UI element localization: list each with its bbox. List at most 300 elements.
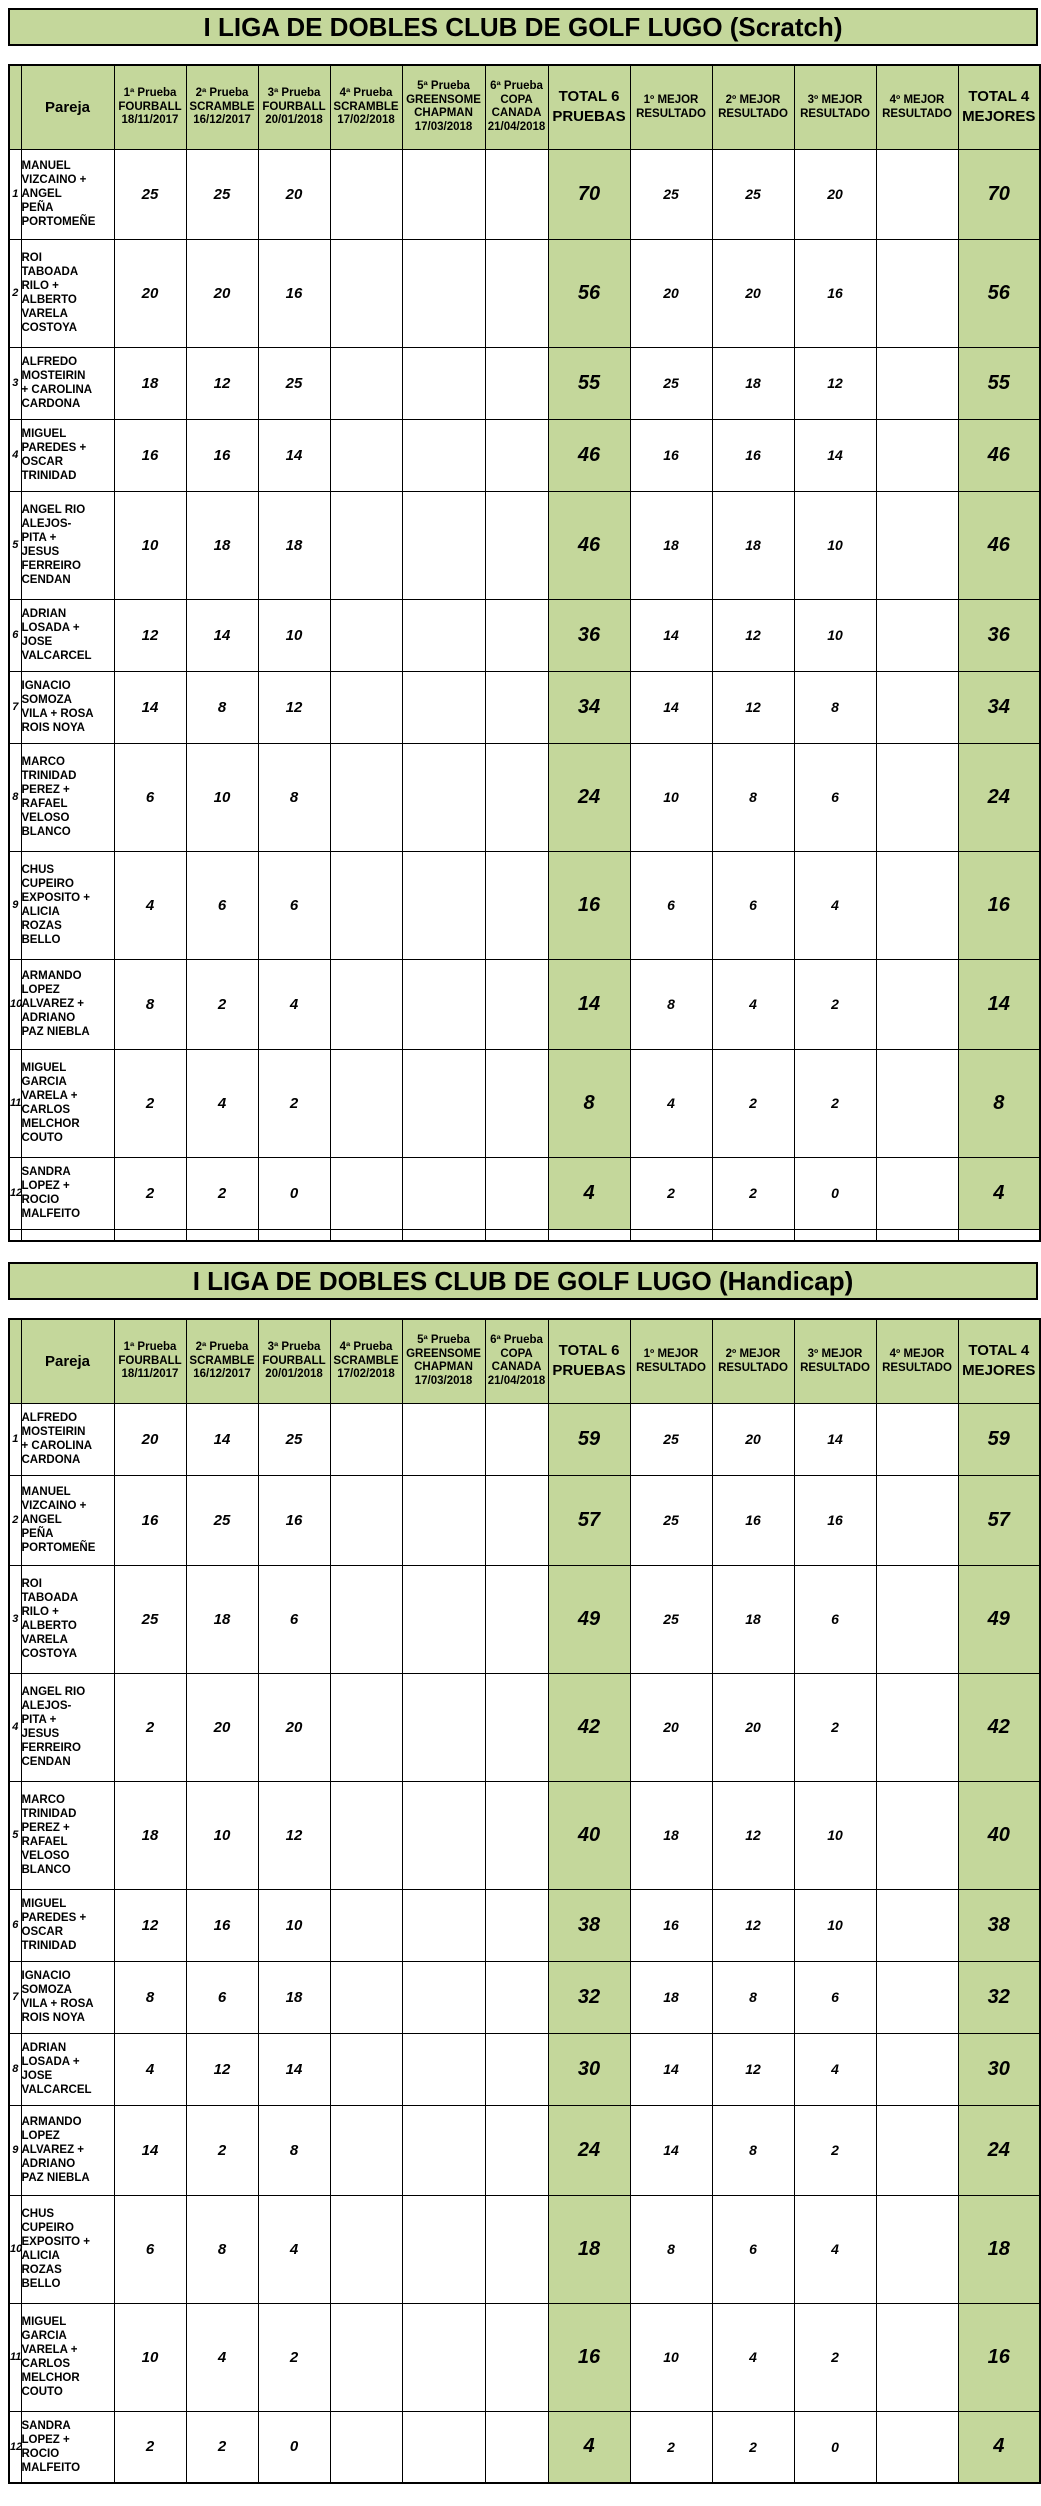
pair-name-line: MOSTEIRIN <box>21 1426 86 1438</box>
pair-name-line: MARCO <box>21 756 65 768</box>
pair-name-line: VARELA <box>21 308 68 320</box>
pair-name-line: VIZCAINO + <box>21 1500 87 1512</box>
pair-name-line: LOPEZ <box>21 2130 60 2142</box>
pair-name-line: BLANCO <box>21 826 71 838</box>
header-prueba-line: 2ª Prueba <box>195 87 249 99</box>
header-prueba-6 <box>485 1319 548 1403</box>
best-result-cell-3: 6 <box>794 1961 876 2033</box>
score-cell-prueba-3: 10 <box>258 599 330 671</box>
pair-name-line: CENDAN <box>21 1756 71 1768</box>
table-row <box>9 1049 1040 1157</box>
total-6-cell: 42 <box>548 1673 630 1781</box>
score-cell-prueba-3: 12 <box>258 671 330 743</box>
best-result-cell-1: 25 <box>630 149 712 239</box>
total-4-cell: 4 <box>958 1157 1040 1229</box>
pair-name-line: TABOADA <box>21 1592 79 1604</box>
pair-name-line: ROCIO <box>21 2447 60 2460</box>
scratch-title: I LIGA DE DOBLES CLUB DE GOLF LUGO (Scratch) <box>8 8 1038 46</box>
score-cell-prueba-5 <box>402 743 485 851</box>
pair-name-line: COUTO <box>21 1132 63 1144</box>
header-total-line: PRUEBAS <box>552 108 626 126</box>
pair-names-cell <box>21 1673 114 1781</box>
pair-name-line: MANUEL <box>21 1486 71 1498</box>
header-mejor-line: RESULTADO <box>636 108 706 121</box>
score-cell-prueba-4 <box>330 2303 402 2411</box>
header-mejor-line: 4º MEJOR <box>889 94 945 107</box>
total-4-cell: 4 <box>958 2411 1040 2483</box>
total-6-cell: 18 <box>548 2195 630 2303</box>
header-prueba-line: 21/04/2018 <box>487 1374 546 1387</box>
pair-name-line: PAZ NIEBLA <box>21 1026 90 1038</box>
table-row <box>9 599 1040 671</box>
score-cell-prueba-4 <box>330 149 402 239</box>
best-result-cell-3: 4 <box>794 2195 876 2303</box>
score-cell-prueba-2: 18 <box>186 1565 258 1673</box>
best-result-cell-2: 18 <box>712 347 794 419</box>
best-result-cell-2: 12 <box>712 1781 794 1889</box>
pair-name-line: EXPOSITO + <box>21 892 90 904</box>
pair-name-line: FERREIRO <box>21 560 81 572</box>
score-cell-prueba-2: 2 <box>186 2105 258 2195</box>
best-result-cell-3: 14 <box>794 419 876 491</box>
score-cell-prueba-4 <box>330 1961 402 2033</box>
header-prueba-line: 1ª Prueba <box>123 1341 177 1353</box>
pair-name-line: ROCIO <box>21 1194 60 1206</box>
empty-cell <box>485 1229 548 1241</box>
total-6-cell: 55 <box>548 347 630 419</box>
pair-name-line: ADRIAN <box>21 2042 67 2054</box>
total-6-cell: 34 <box>548 671 630 743</box>
score-cell-prueba-1: 2 <box>114 1049 186 1157</box>
best-result-cell-4 <box>876 1673 958 1781</box>
total-6-cell: 24 <box>548 743 630 851</box>
header-mejor-line: 2º MEJOR <box>725 94 781 107</box>
score-cell-prueba-3: 14 <box>258 419 330 491</box>
rank-cell: 12 <box>9 2411 21 2483</box>
pair-name-line: ROZAS <box>21 2264 62 2276</box>
header-mejor-line: 1º MEJOR <box>643 1348 699 1361</box>
total-6-cell: 57 <box>548 1475 630 1565</box>
pair-name-line: LOSADA + <box>21 2056 80 2068</box>
header-mejor-2 <box>712 1319 794 1403</box>
header-prueba-line: GREENSOME <box>406 1347 481 1360</box>
table-row <box>9 1157 1040 1229</box>
score-cell-prueba-2: 2 <box>186 959 258 1049</box>
table-row <box>9 2411 1040 2483</box>
best-result-cell-3: 10 <box>794 1889 876 1961</box>
rank-cell: 7 <box>9 671 21 743</box>
header-prueba-line: FOURBALL <box>262 1354 326 1367</box>
pair-names-cell <box>21 2033 114 2105</box>
score-cell-prueba-6 <box>485 599 548 671</box>
pair-name-line: PEREZ + <box>21 1822 70 1834</box>
pair-name-line: MIGUEL <box>21 2316 67 2328</box>
score-cell-prueba-1: 2 <box>114 1673 186 1781</box>
rank-cell: 9 <box>9 2105 21 2195</box>
header-total-line: TOTAL 6 <box>558 1342 620 1360</box>
score-cell-prueba-1: 12 <box>114 1889 186 1961</box>
pair-name-line: ALBERTO <box>21 1620 77 1632</box>
best-result-cell-1: 25 <box>630 1403 712 1475</box>
pair-name-line: RILO + <box>21 1606 59 1618</box>
total-4-cell: 24 <box>958 2105 1040 2195</box>
score-cell-prueba-4 <box>330 1475 402 1565</box>
score-cell-prueba-4 <box>330 851 402 959</box>
score-cell-prueba-6 <box>485 149 548 239</box>
score-cell-prueba-3: 12 <box>258 1781 330 1889</box>
best-result-cell-1: 16 <box>630 419 712 491</box>
empty-cell <box>794 1229 876 1241</box>
empty-cell <box>712 1229 794 1241</box>
pair-name-line: MARCO <box>21 1794 65 1806</box>
header-prueba-line: 17/02/2018 <box>337 114 395 126</box>
score-cell-prueba-6 <box>485 2411 548 2483</box>
total-6-cell: 49 <box>548 1565 630 1673</box>
rank-cell: 6 <box>9 1889 21 1961</box>
header-mejor-4 <box>876 1319 958 1403</box>
pair-name-line: CARLOS <box>21 2358 71 2370</box>
pair-name-line: ANGEL <box>21 188 62 200</box>
score-cell-prueba-5 <box>402 491 485 599</box>
pair-name-line: CENDAN <box>21 574 71 586</box>
score-cell-prueba-3: 8 <box>258 743 330 851</box>
best-result-cell-4 <box>876 239 958 347</box>
score-cell-prueba-1: 4 <box>114 851 186 959</box>
total-4-cell: 49 <box>958 1565 1040 1673</box>
pair-name-line: FERREIRO <box>21 1742 81 1754</box>
best-result-cell-1: 18 <box>630 491 712 599</box>
header-prueba-line: CANADA <box>491 107 542 120</box>
score-cell-prueba-2: 6 <box>186 851 258 959</box>
total-4-cell: 8 <box>958 1049 1040 1157</box>
pair-name-line: CARDONA <box>21 1454 81 1466</box>
score-cell-prueba-6 <box>485 1475 548 1565</box>
pair-name-line: PEÑA <box>21 1528 54 1540</box>
score-cell-prueba-2: 10 <box>186 1781 258 1889</box>
best-result-cell-3: 12 <box>794 347 876 419</box>
header-prueba-1 <box>114 65 186 149</box>
total-6-cell: 56 <box>548 239 630 347</box>
pair-name-line: ROIS NOYA <box>21 2012 85 2024</box>
total-4-cell: 46 <box>958 491 1040 599</box>
best-result-cell-4 <box>876 1961 958 2033</box>
rank-cell: 4 <box>9 419 21 491</box>
pair-name-line: RAFAEL <box>21 1836 68 1848</box>
best-result-cell-4 <box>876 671 958 743</box>
pair-name-line: OSCAR <box>21 456 64 468</box>
rank-cell: 1 <box>9 149 21 239</box>
score-cell-prueba-5 <box>402 851 485 959</box>
best-result-cell-1: 14 <box>630 2105 712 2195</box>
spacer-row <box>9 1229 1040 1241</box>
pair-name-line: SOMOZA <box>21 694 72 706</box>
pair-name-line: PEÑA <box>21 202 54 214</box>
best-result-cell-1: 14 <box>630 2033 712 2105</box>
score-cell-prueba-1: 10 <box>114 491 186 599</box>
table-row <box>9 491 1040 599</box>
total-4-cell: 70 <box>958 149 1040 239</box>
table-row <box>9 1781 1040 1889</box>
pair-name-line: COSTOYA <box>21 1648 78 1660</box>
header-prueba-line: 3ª Prueba <box>267 87 321 99</box>
score-cell-prueba-3: 2 <box>258 1049 330 1157</box>
pair-name-line: PITA + <box>21 1714 57 1726</box>
header-prueba-line: 17/02/2018 <box>337 1368 395 1380</box>
rank-cell: 9 <box>9 851 21 959</box>
pair-name-line: ROIS NOYA <box>21 722 85 734</box>
best-result-cell-4 <box>876 149 958 239</box>
header-prueba-5 <box>402 65 485 149</box>
best-result-cell-2: 20 <box>712 239 794 347</box>
best-result-cell-2: 2 <box>712 2411 794 2483</box>
best-result-cell-3: 16 <box>794 1475 876 1565</box>
score-cell-prueba-1: 10 <box>114 2303 186 2411</box>
pair-name-line: VALCARCEL <box>21 2084 92 2096</box>
pair-names-cell <box>21 959 114 1049</box>
best-result-cell-1: 10 <box>630 743 712 851</box>
best-result-cell-1: 2 <box>630 2411 712 2483</box>
score-cell-prueba-1: 6 <box>114 2195 186 2303</box>
table-row <box>9 1565 1040 1673</box>
pair-name-line: SANDRA <box>21 2419 71 2432</box>
empty-cell <box>958 1229 1040 1241</box>
pair-name-line: ROI <box>21 252 42 264</box>
pair-name-line: JESUS <box>21 546 60 558</box>
header-prueba-5 <box>402 1319 485 1403</box>
pair-names-cell <box>21 599 114 671</box>
pair-name-line: JESUS <box>21 1728 60 1740</box>
score-cell-prueba-5 <box>402 2033 485 2105</box>
score-cell-prueba-4 <box>330 1049 402 1157</box>
score-cell-prueba-4 <box>330 671 402 743</box>
pair-name-line: CARLOS <box>21 1104 71 1116</box>
best-result-cell-1: 18 <box>630 1781 712 1889</box>
header-mejor-1 <box>630 1319 712 1403</box>
score-cell-prueba-2: 2 <box>186 2411 258 2483</box>
best-result-cell-1: 25 <box>630 1475 712 1565</box>
score-cell-prueba-2: 14 <box>186 599 258 671</box>
table-row <box>9 743 1040 851</box>
score-cell-prueba-1: 8 <box>114 959 186 1049</box>
pair-name-line: MIGUEL <box>21 428 67 440</box>
total-4-cell: 55 <box>958 347 1040 419</box>
rank-cell: 4 <box>9 1673 21 1781</box>
header-prueba-3 <box>258 65 330 149</box>
best-result-cell-3: 2 <box>794 959 876 1049</box>
total-4-cell: 59 <box>958 1403 1040 1475</box>
header-mejor-line: RESULTADO <box>718 108 788 121</box>
score-cell-prueba-4 <box>330 1781 402 1889</box>
score-cell-prueba-1: 20 <box>114 1403 186 1475</box>
total-4-cell: 56 <box>958 239 1040 347</box>
pair-name-line: ALFREDO <box>21 356 78 368</box>
score-cell-prueba-1: 18 <box>114 347 186 419</box>
best-result-cell-2: 25 <box>712 149 794 239</box>
score-cell-prueba-3: 4 <box>258 2195 330 2303</box>
best-result-cell-4 <box>876 1157 958 1229</box>
score-cell-prueba-5 <box>402 2195 485 2303</box>
best-result-cell-2: 12 <box>712 1889 794 1961</box>
score-cell-prueba-2: 8 <box>186 2195 258 2303</box>
best-result-cell-2: 2 <box>712 1049 794 1157</box>
best-result-cell-3: 14 <box>794 1403 876 1475</box>
rank-cell: 5 <box>9 491 21 599</box>
pair-names-cell <box>21 419 114 491</box>
total-6-cell: 32 <box>548 1961 630 2033</box>
best-result-cell-2: 16 <box>712 419 794 491</box>
header-prueba-4 <box>330 1319 402 1403</box>
best-result-cell-2: 8 <box>712 1961 794 2033</box>
score-cell-prueba-4 <box>330 1673 402 1781</box>
best-result-cell-3: 20 <box>794 149 876 239</box>
pair-name-line: TRINIDAD <box>21 770 77 782</box>
best-result-cell-3: 16 <box>794 239 876 347</box>
score-cell-prueba-3: 16 <box>258 1475 330 1565</box>
total-6-cell: 4 <box>548 2411 630 2483</box>
score-cell-prueba-2: 4 <box>186 1049 258 1157</box>
pair-name-line: VALCARCEL <box>21 650 92 662</box>
score-cell-prueba-2: 16 <box>186 419 258 491</box>
score-cell-prueba-5 <box>402 239 485 347</box>
header-prueba-line: FOURBALL <box>262 100 326 113</box>
score-cell-prueba-2: 25 <box>186 149 258 239</box>
score-cell-prueba-2: 8 <box>186 671 258 743</box>
pair-name-line: ALBERTO <box>21 294 77 306</box>
rank-cell: 5 <box>9 1781 21 1889</box>
pair-name-line: ADRIANO <box>21 1012 76 1024</box>
score-cell-prueba-2: 4 <box>186 2303 258 2411</box>
header-prueba-line: 5ª Prueba <box>417 80 470 93</box>
best-result-cell-4 <box>876 1889 958 1961</box>
header-prueba-line: COPA <box>500 93 533 106</box>
pair-name-line: JOSE <box>21 636 53 648</box>
score-cell-prueba-5 <box>402 1565 485 1673</box>
header-prueba-line: SCRAMBLE <box>333 1354 399 1367</box>
score-cell-prueba-1: 25 <box>114 149 186 239</box>
total-6-cell: 8 <box>548 1049 630 1157</box>
empty-cell <box>402 1229 485 1241</box>
pair-name-line: PEREZ + <box>21 784 70 796</box>
score-cell-prueba-5 <box>402 2105 485 2195</box>
pair-name-line: ARMANDO <box>21 970 82 982</box>
total-6-cell: 4 <box>548 1157 630 1229</box>
table-row <box>9 1961 1040 2033</box>
score-cell-prueba-5 <box>402 347 485 419</box>
pair-name-line: LOPEZ + <box>21 2433 70 2446</box>
header-prueba-line: 4ª Prueba <box>339 87 393 99</box>
empty-cell <box>186 1229 258 1241</box>
empty-cell <box>9 1229 21 1241</box>
pair-name-line: PAREDES + <box>21 1912 87 1924</box>
score-cell-prueba-6 <box>485 2303 548 2411</box>
total-4-cell: 46 <box>958 419 1040 491</box>
pair-name-line: BELLO <box>21 934 61 946</box>
score-cell-prueba-3: 0 <box>258 1157 330 1229</box>
header-prueba-line: 16/12/2017 <box>193 1368 251 1380</box>
best-result-cell-2: 4 <box>712 2303 794 2411</box>
best-result-cell-3: 2 <box>794 2303 876 2411</box>
best-result-cell-4 <box>876 347 958 419</box>
empty-cell <box>21 1229 114 1241</box>
header-total-6 <box>548 1319 630 1403</box>
table-row <box>9 2303 1040 2411</box>
table-row <box>9 149 1040 239</box>
total-4-cell: 18 <box>958 2195 1040 2303</box>
pair-name-line: PAZ NIEBLA <box>21 2172 90 2184</box>
header-mejor-1 <box>630 65 712 149</box>
score-cell-prueba-1: 25 <box>114 1565 186 1673</box>
pair-name-line: MOSTEIRIN <box>21 370 86 382</box>
score-cell-prueba-2: 12 <box>186 347 258 419</box>
handicap-standings-table <box>8 1318 1041 2484</box>
pair-name-line: ANGEL RIO <box>21 1686 86 1698</box>
pair-name-line: ADRIAN <box>21 608 67 620</box>
table-row <box>9 2033 1040 2105</box>
total-6-cell: 30 <box>548 2033 630 2105</box>
score-cell-prueba-5 <box>402 599 485 671</box>
header-rank <box>9 65 21 149</box>
header-prueba-line: 2ª Prueba <box>195 1341 249 1353</box>
header-prueba-line: CHAPMAN <box>414 107 473 120</box>
score-cell-prueba-5 <box>402 149 485 239</box>
total-4-cell: 40 <box>958 1781 1040 1889</box>
rank-cell: 6 <box>9 599 21 671</box>
pair-name-line: CUPEIRO <box>21 2222 74 2234</box>
total-4-cell: 42 <box>958 1673 1040 1781</box>
total-6-cell: 14 <box>548 959 630 1049</box>
pair-name-line: IGNACIO <box>21 1970 71 1982</box>
pair-names-cell <box>21 1889 114 1961</box>
score-cell-prueba-6 <box>485 743 548 851</box>
score-cell-prueba-6 <box>485 851 548 959</box>
score-cell-prueba-1: 8 <box>114 1961 186 2033</box>
score-cell-prueba-6 <box>485 239 548 347</box>
pair-name-line: ALICIA <box>21 906 60 918</box>
header-mejor-line: RESULTADO <box>636 1362 706 1375</box>
empty-cell <box>630 1229 712 1241</box>
rank-cell: 10 <box>9 2195 21 2303</box>
best-result-cell-2: 18 <box>712 491 794 599</box>
header-rank <box>9 1319 21 1403</box>
score-cell-prueba-5 <box>402 419 485 491</box>
pair-names-cell <box>21 1565 114 1673</box>
best-result-cell-1: 20 <box>630 1673 712 1781</box>
scratch-standings-table <box>8 64 1041 1242</box>
total-4-cell: 36 <box>958 599 1040 671</box>
header-mejor-line: RESULTADO <box>718 1362 788 1375</box>
pair-name-line: MANUEL <box>21 160 71 172</box>
score-cell-prueba-5 <box>402 1157 485 1229</box>
pair-name-line: IGNACIO <box>21 680 71 692</box>
score-cell-prueba-6 <box>485 1781 548 1889</box>
score-cell-prueba-3: 14 <box>258 2033 330 2105</box>
header-total-6 <box>548 65 630 149</box>
best-result-cell-4 <box>876 2303 958 2411</box>
best-result-cell-4 <box>876 1781 958 1889</box>
header-prueba-3 <box>258 1319 330 1403</box>
rank-cell: 1 <box>9 1403 21 1475</box>
pair-name-line: VARELA <box>21 1634 68 1646</box>
header-prueba-1 <box>114 1319 186 1403</box>
total-4-cell: 32 <box>958 1961 1040 2033</box>
score-cell-prueba-4 <box>330 2411 402 2483</box>
score-cell-prueba-1: 4 <box>114 2033 186 2105</box>
score-cell-prueba-6 <box>485 347 548 419</box>
header-total-line: MEJORES <box>962 1362 1036 1380</box>
pair-name-line: JOSE <box>21 2070 53 2082</box>
score-cell-prueba-2: 10 <box>186 743 258 851</box>
total-4-cell: 24 <box>958 743 1040 851</box>
